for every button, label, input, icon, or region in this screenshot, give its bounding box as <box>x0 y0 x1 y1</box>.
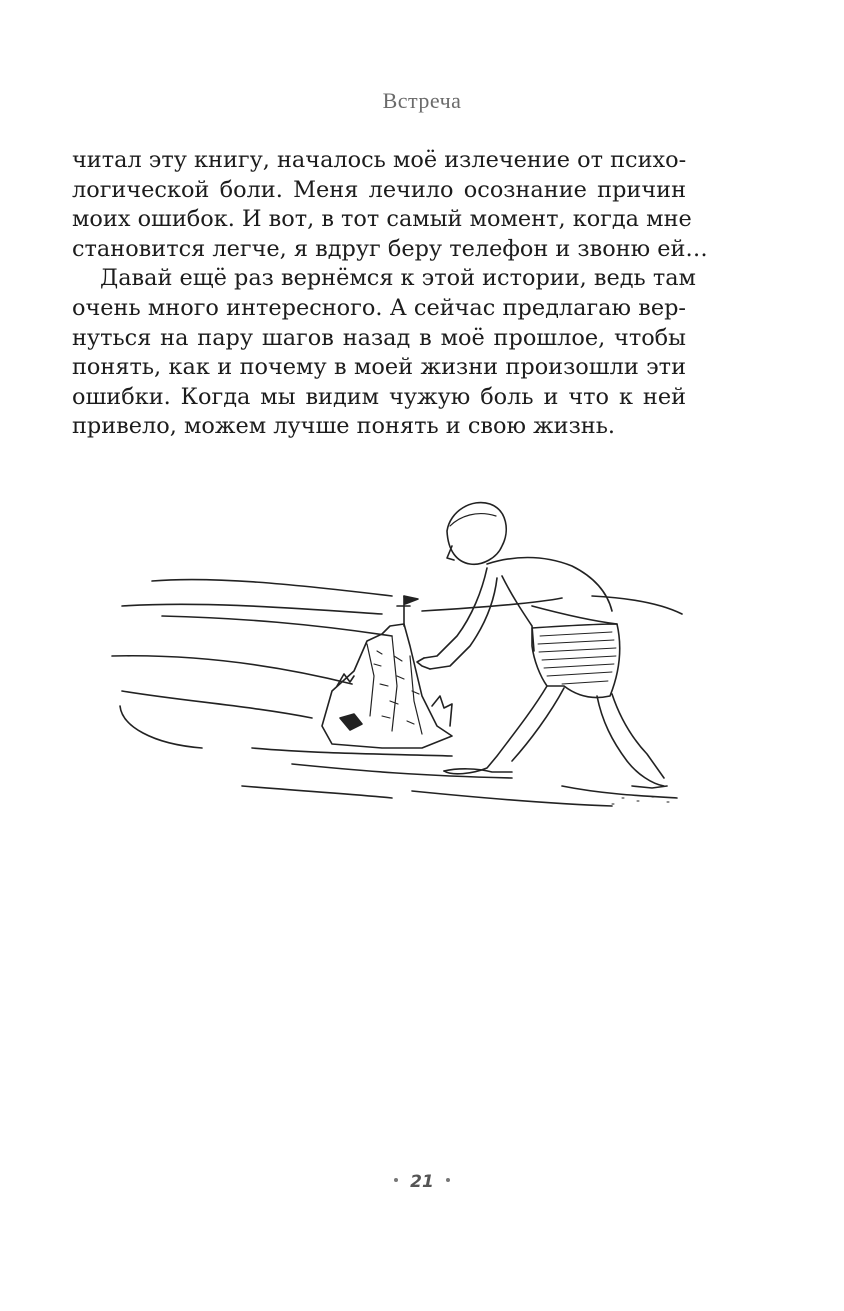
text-line: нуться на пару шагов назад в моё прошлое, чтобы <box>72 324 686 351</box>
text-line: понять, как и почему в моей жизни произошли эти <box>72 354 686 381</box>
body-text <box>72 146 708 442</box>
running-header <box>0 88 844 114</box>
sandcastle <box>322 596 452 748</box>
sand-specks <box>612 797 669 804</box>
folio-dot-right <box>446 1178 450 1182</box>
text-line: моих ошибок. И вот, в тот самый момент, когда мне <box>72 206 692 233</box>
folio-dot-left <box>394 1178 398 1182</box>
text-line: становится легче, я вдруг беру телефон и звоню ей… <box>72 235 708 262</box>
boy-figure <box>417 503 667 788</box>
wave-lines <box>112 579 682 806</box>
chapter-title: Встреча <box>382 88 462 113</box>
text-line: логической боли. Меня лечило осознание причин <box>72 176 686 203</box>
text-line: читал эту книгу, началось моё излечение от психо- <box>72 147 687 173</box>
text-line: Давай ещё раз вернёмся к этой истории, ведь там <box>100 265 696 292</box>
page-number: 21 <box>410 1172 434 1192</box>
text-line: очень много интересного. А сейчас предлагаю вер- <box>72 294 686 321</box>
text-line: привело, можем лучше понять и свою жизнь. <box>72 413 616 440</box>
text-line: ошибки. Когда мы видим чужую боль и что к ней <box>72 383 686 410</box>
sandcastle-illustration <box>92 486 692 831</box>
page-footer <box>0 1172 844 1192</box>
